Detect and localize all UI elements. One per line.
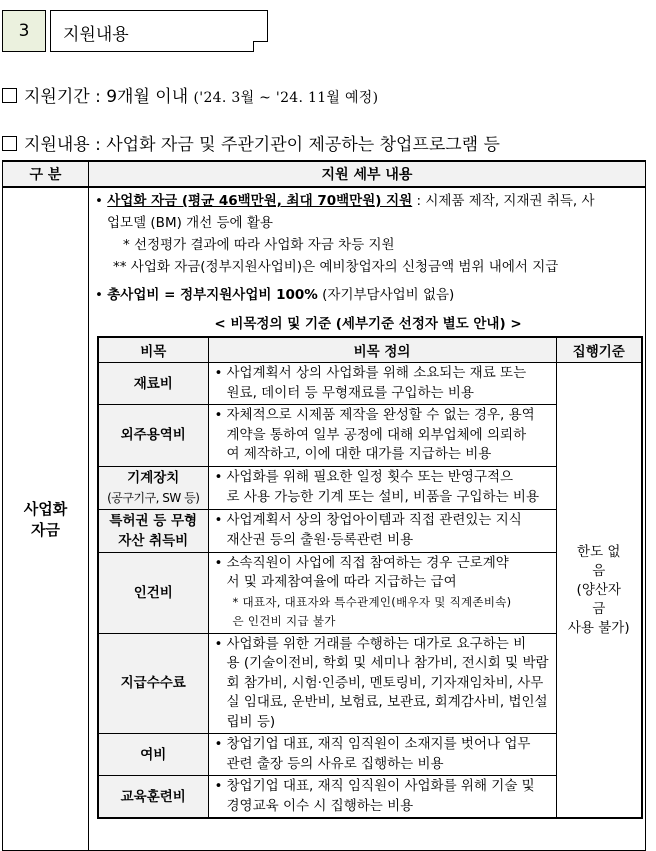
definition-line: 로 사용 가능한 기계 또는 설비, 비품을 구입하는 비용 [226, 488, 539, 505]
checkbox-square-icon [2, 136, 17, 151]
definition-line: 창업기업 대표, 재직 임직원이 사업화를 위해 기술 및 [226, 778, 535, 794]
support-table-row [3, 187, 646, 851]
cost-table-header [98, 337, 642, 363]
section-title: 지원내용 [63, 25, 129, 45]
cost-item-definition [208, 405, 556, 467]
bullet-2-bold: 총사업비 = 정부지원사업비 100% [107, 287, 318, 303]
bullet-dot: • [214, 407, 223, 423]
bullet-dot: • [214, 511, 223, 528]
content-label: 지원내용 : 사업화 자금 및 주관기관이 제공하는 창업프로그램 등 [24, 135, 500, 155]
category-cell [3, 187, 89, 851]
support-table [2, 160, 646, 851]
cost-item-name-line: 지급수수료 [120, 675, 186, 692]
cost-item-row [98, 363, 642, 405]
definition-line: 사업화를 위한 거래를 수행하는 대가로 요구하는 비 [226, 635, 527, 652]
execution-standard: 한도 없 음 (양산자 금 사용 불가) [556, 363, 642, 819]
bullet-1-rest: : 시제품 제작, 지재권 취득, 사 [412, 193, 595, 209]
cost-item-name [98, 776, 208, 819]
definition-line: 원료, 데이터 등 무형재료를 구입하는 비용 [226, 384, 474, 401]
cost-item-name-line: 외주용역비 [120, 427, 186, 444]
cost-item-name-line: 교육훈련비 [120, 788, 186, 805]
definition-line: 서 및 과제참여율에 따라 지급하는 급여 [226, 574, 457, 590]
definition-line: 용 (기술이전비, 학회 및 세미나 참가비, 전시회 및 박람 [226, 655, 549, 671]
header-definition: 비목 정의 [208, 337, 556, 363]
cost-item-name-line: 기계장치 [127, 469, 180, 486]
definition-line: 계약을 통하여 일부 공정에 대해 외부업체에 의뢰하 [226, 426, 527, 443]
cost-item-table [97, 336, 643, 819]
detail-cell [89, 187, 646, 851]
cost-item-name [98, 405, 208, 467]
definition-line: 실 임대료, 운반비, 보험료, 보관료, 회계감사비, 법인설립비 등) [226, 694, 548, 730]
cost-item-name-line: 자산 취득비 [118, 532, 189, 549]
cost-item-definition [208, 509, 556, 552]
cost-item-definition [208, 363, 556, 405]
cost-item-name-line: 여비 [140, 746, 167, 763]
definition-line: 재산권 등의 출원·등록관련 비용 [226, 531, 414, 548]
bullet-dot: • [214, 468, 223, 485]
definition-line: 사업계획서 상의 사업화를 위해 소요되는 재료 또는 [226, 365, 527, 381]
cost-item-definition [208, 734, 556, 776]
definition-line: 창업기업 대표, 재직 임직원이 소재지를 벗어나 업무 [226, 736, 531, 752]
definition-line: 회 참가비, 시험·인증비, 멘토링비, 기자재임차비, 사무 [226, 674, 544, 691]
support-table-header [3, 161, 646, 187]
cost-item-name [98, 552, 208, 633]
bullet-dot: • [214, 635, 223, 652]
period-label: 지원기간 : 9개월 이내 [24, 87, 189, 107]
category-label: 사업화 자금 [23, 500, 68, 539]
definition-line: 관련 출장 등의 사유로 집행하는 비용 [226, 755, 444, 772]
note-1: * 선정평가 결과에 따라 사업화 자금 차등 지원 [123, 237, 395, 253]
definition-line: 자체적으로 시제품 제작을 완성할 수 없는 경우, 용역 [226, 407, 535, 423]
note-2: ** 사업화 자금(정부지원사업비)은 예비창업자의 신청금액 범위 내에서 지급 [113, 259, 559, 275]
checkbox-square-icon [2, 88, 17, 103]
definition-line: 경영교육 이수 시 집행하는 비용 [226, 797, 414, 814]
title-box-notch [253, 41, 268, 52]
section-number: 3 [2, 10, 46, 52]
bullet-dot: • [214, 554, 223, 571]
cost-item-name-line: 인건비 [133, 584, 173, 601]
definition-subnote: * 대표자, 대표자와 특수관계인(배우자 및 직계존비속) [232, 594, 512, 609]
bullet-1: • 사업화 자금 (평균 46백만원, 최대 70백만원) 지원 : 시제품 제작, 지재권 취득, 사 [95, 193, 595, 209]
header-item: 비목 [98, 337, 208, 363]
section-title-box [50, 10, 268, 52]
cost-item-definition [208, 633, 556, 734]
bullet-dot: • [214, 736, 223, 752]
cost-item-name-line: 특허권 등 무형 [109, 512, 198, 529]
cost-item-definition [208, 466, 556, 509]
definition-line: 소속직원이 사업에 직접 참여하는 경우 근로계약 [226, 554, 509, 571]
bullet-1-bold: 사업화 자금 (평균 46백만원, 최대 70백만원) 지원 [107, 193, 413, 209]
definition-line: 사업계획서 상의 창업아이템과 직접 관련있는 지식 [226, 512, 522, 528]
definition-line: 사업화를 위해 필요한 일정 횟수 또는 반영구적으 [226, 469, 514, 485]
cost-table-subtitle: < 비목정의 및 기준 (세부기준 선정자 별도 안내) > [214, 316, 522, 332]
header-detail: 지원 세부 내용 [89, 161, 646, 187]
period-line [2, 82, 378, 107]
cost-item-name [98, 466, 208, 509]
bullet-2-rest: (자기부담사업비 없음) [317, 287, 455, 303]
definition-line: 여 제작하고, 이에 대한 대가를 지급하는 비용 [226, 446, 492, 462]
cost-item-name [98, 509, 208, 552]
content-line [2, 130, 500, 155]
period-detail: ('24. 3월 ~ '24. 11월 예정) [193, 90, 379, 106]
header-category: 구 분 [3, 161, 89, 187]
cost-item-name-line: (공구기구, SW 등) [107, 490, 200, 505]
header-execution: 집행기준 [556, 337, 642, 363]
bullet-dot: • [214, 778, 223, 794]
bullet-2: • 총사업비 = 정부지원사업비 100% (자기부담사업비 없음) [95, 287, 455, 303]
definition-subnote: 은 인건비 지급 불가 [232, 614, 336, 628]
cost-item-name-line: 재료비 [133, 375, 173, 392]
bullet-1-line2: 업모델 (BM) 개선 등에 활용 [107, 215, 273, 231]
cost-item-name [98, 633, 208, 734]
cost-item-definition [208, 776, 556, 819]
cost-item-name [98, 734, 208, 776]
bullet-dot: • [214, 365, 223, 381]
cost-item-definition [208, 552, 556, 633]
cost-item-name [98, 363, 208, 405]
